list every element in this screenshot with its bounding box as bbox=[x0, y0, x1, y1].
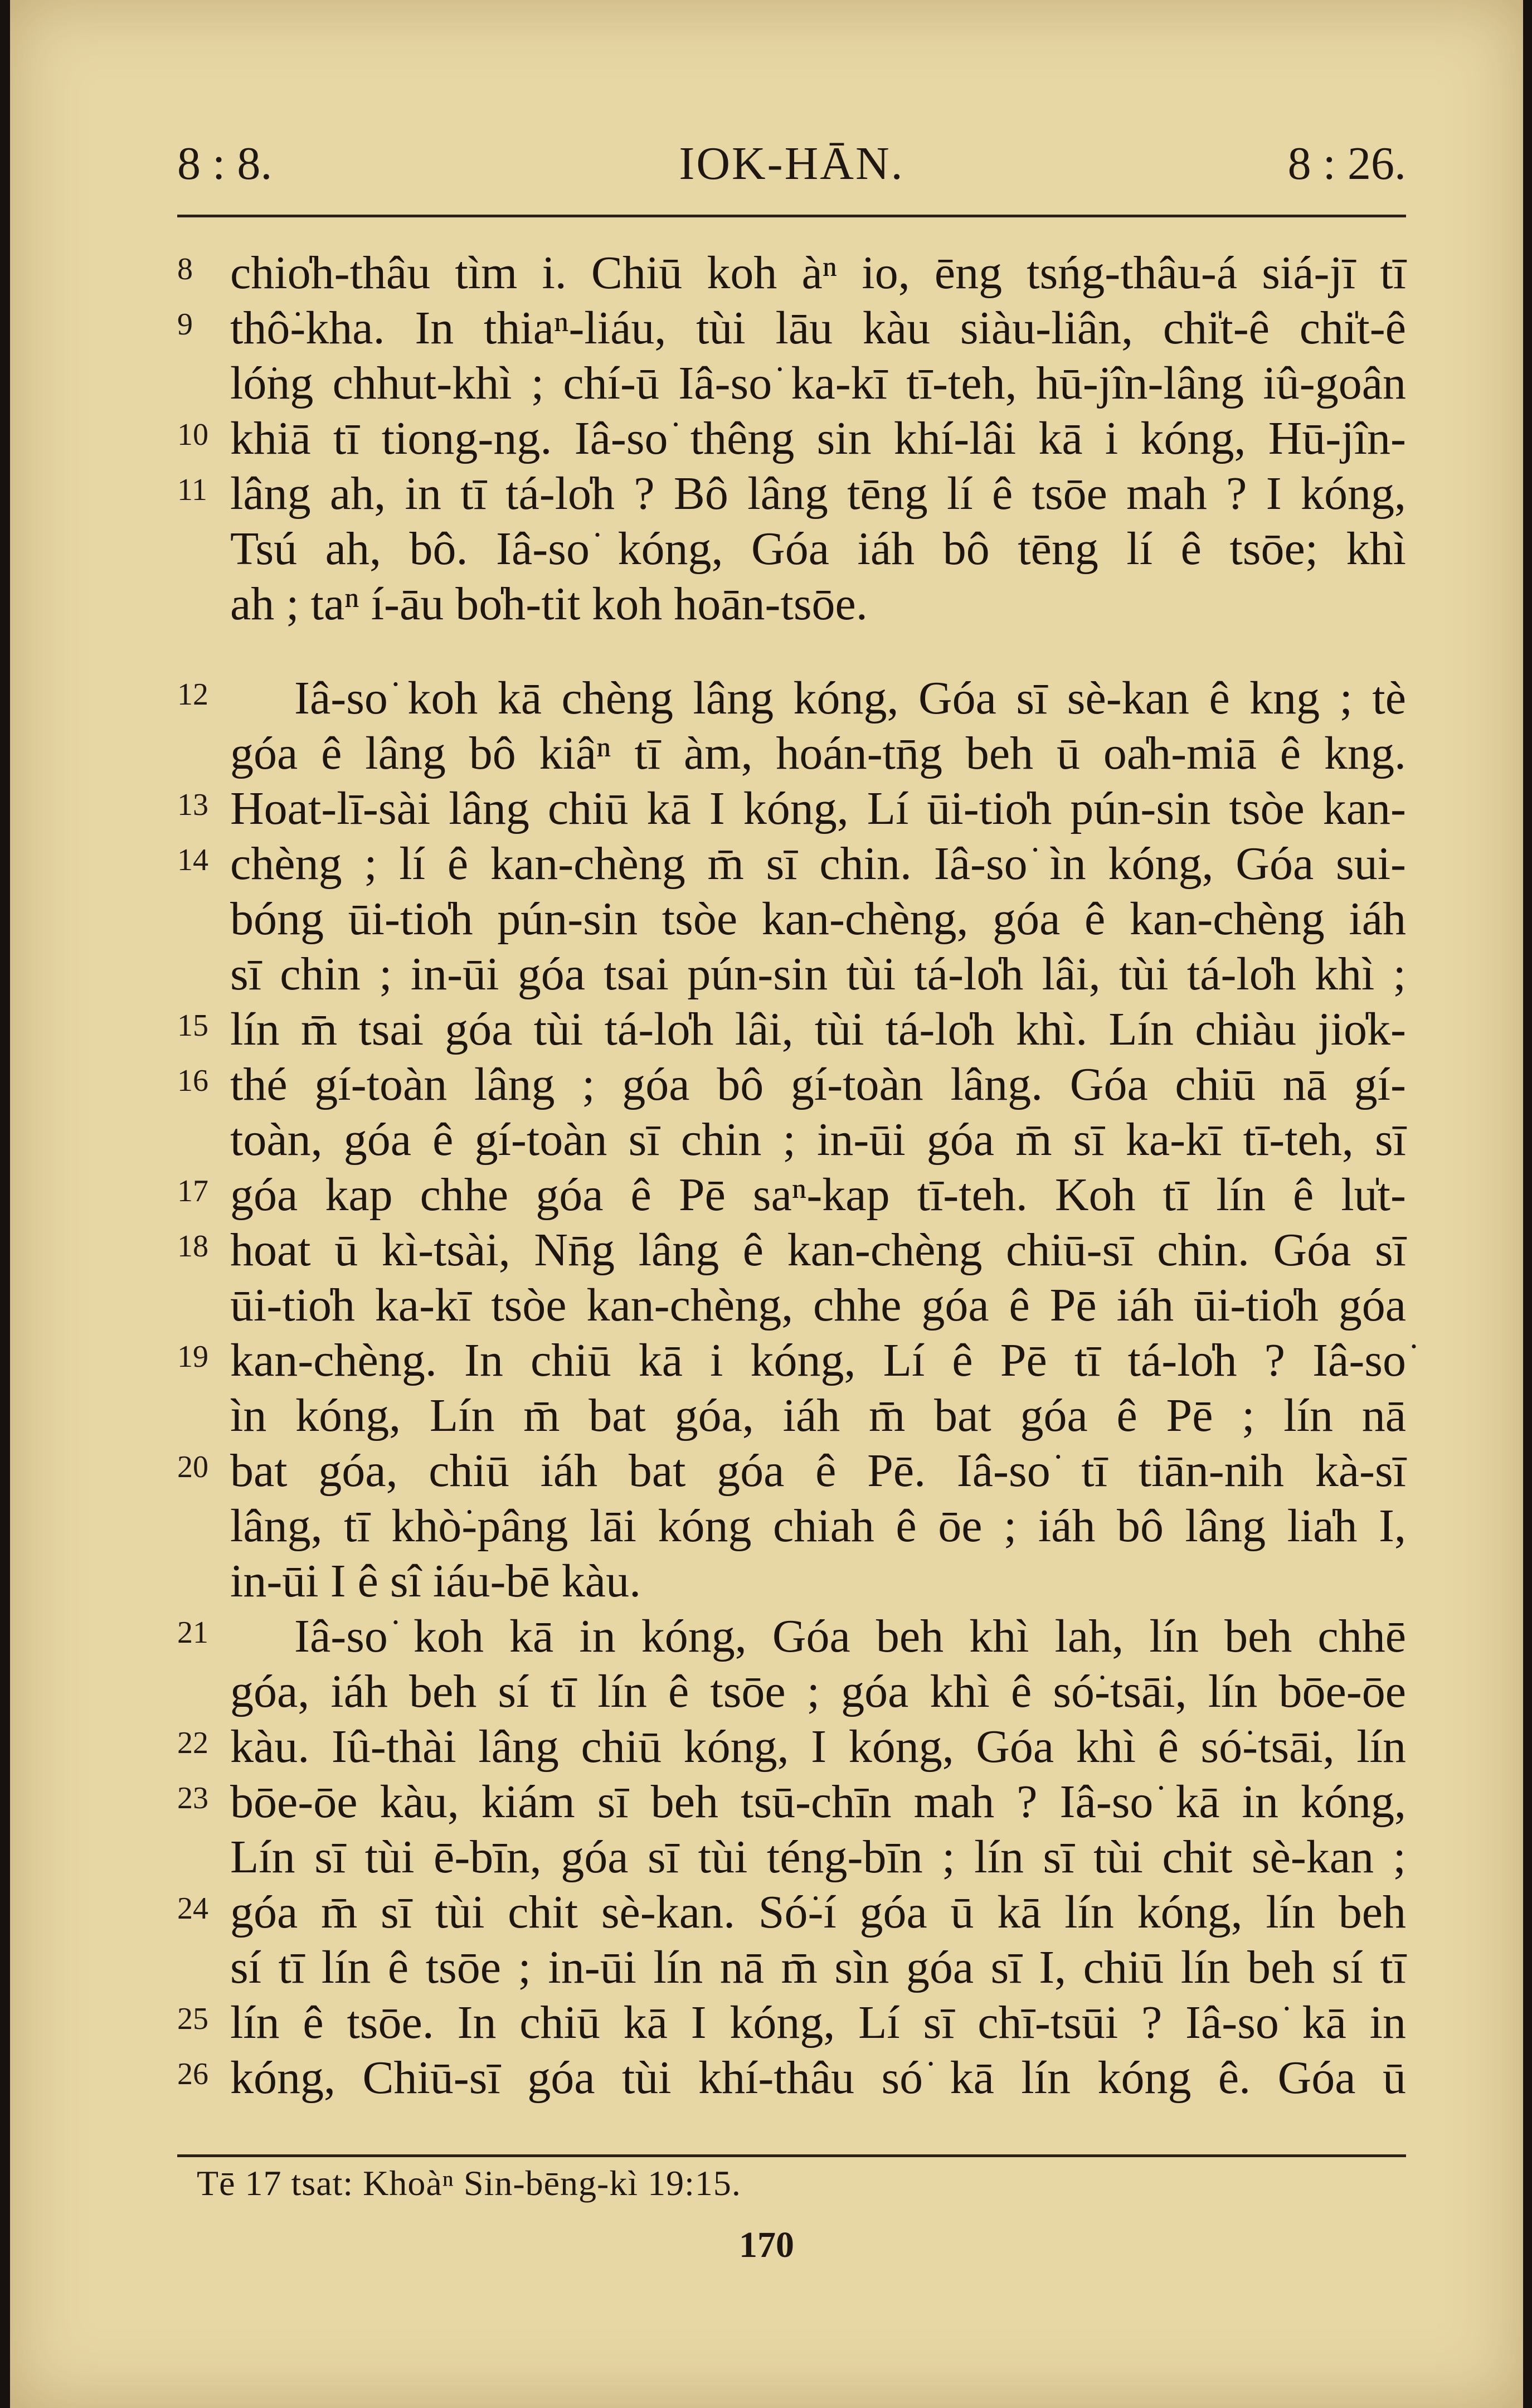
text-line bbox=[177, 1774, 1406, 1829]
text-line bbox=[177, 1443, 1406, 1498]
paragraph-gap bbox=[177, 632, 1406, 671]
text-line bbox=[177, 245, 1406, 300]
line-text: in-ūi I ê sî iáu-bē kàu. bbox=[230, 1555, 641, 1607]
line-text: chèng ; lí ê kan-chèng m̄ sī chin. Iâ-so͘ ìn kóng, Góa sui- bbox=[230, 838, 1406, 890]
verse-number: 19 bbox=[177, 1339, 208, 1374]
line-text: hoat ū kì-tsài, Nn̄g lâng ê kan-chèng chiū-sī chin. Góa sī bbox=[230, 1224, 1406, 1276]
verse-number: 11 bbox=[177, 473, 207, 507]
line-text: Iâ-so͘ koh kā in kóng, Góa beh khì lah, lín beh chhē bbox=[294, 1610, 1406, 1662]
line-text: lín ê tsōe. In chiū kā I kóng, Lí sī chī-tsūi ? Iâ-so͘ kā in bbox=[230, 1997, 1406, 2048]
line-text: góa, iáh beh sí tī lín ê tsōe ; góa khì ê só͘-tsāi, lín bōe-ōe bbox=[230, 1666, 1406, 1717]
verse-number: 22 bbox=[177, 1726, 208, 1760]
text-line bbox=[177, 1719, 1406, 1774]
text-line bbox=[177, 1940, 1406, 1995]
line-text: ìn kóng, Lín m̄ bat góa, iáh m̄ bat góa ê Pē ; lín nā bbox=[230, 1390, 1406, 1441]
text-line bbox=[177, 1498, 1406, 1553]
header-left-reference: 8 : 8. bbox=[177, 138, 273, 190]
line-text: thé gí-toàn lâng ; góa bô gí-toàn lâng. Góa chiū nā gí- bbox=[230, 1059, 1406, 1110]
verse-number: 26 bbox=[177, 2057, 208, 2091]
line-text: Lín sī tùi ē-bīn, góa sī tùi téng-bīn ; lín sī tùi chit sè-kan ; bbox=[230, 1831, 1406, 1883]
text-line bbox=[177, 836, 1406, 891]
text-line bbox=[177, 1112, 1406, 1167]
verse-number: 21 bbox=[177, 1615, 208, 1650]
text-line bbox=[177, 1388, 1406, 1443]
line-text: bat góa, chiū iáh bat góa ê Pē. Iâ-so͘ tī tiān-nih kà-sī bbox=[230, 1445, 1406, 1497]
line-text: bōe-ōe kàu, kiám sī beh tsū-chīn mah ? Iâ-so͘ kā in kóng, bbox=[230, 1776, 1406, 1828]
text-line bbox=[177, 781, 1406, 836]
verse-number: 9 bbox=[177, 307, 193, 342]
verse-number: 15 bbox=[177, 1008, 208, 1043]
verse-number: 16 bbox=[177, 1064, 208, 1098]
line-text: ló͘ng chhut-khì ; chí-ū Iâ-so͘ ka-kī tī-teh, hū-jîn-lâng iû-goân bbox=[230, 357, 1406, 409]
text-line bbox=[177, 466, 1406, 521]
line-text: lâng, tī khò͘-pâng lāi kóng chiah ê ōe ; iáh bô lâng lia̍h I, bbox=[230, 1500, 1406, 1552]
text-line bbox=[177, 1002, 1406, 1057]
text-line bbox=[177, 2050, 1406, 2105]
text-line bbox=[177, 1167, 1406, 1222]
line-text: ūi-tio̍h ka-kī tsòe kan-chèng, chhe góa ê Pē iáh ūi-tio̍h góa bbox=[230, 1279, 1406, 1331]
footnote: Tē 17 tsat: Khoàⁿ Sin-bēng-kì 19:15. bbox=[197, 2163, 741, 2203]
page-number: 170 bbox=[739, 2225, 794, 2265]
verse-number: 20 bbox=[177, 1450, 208, 1484]
line-text: Hoat-lī-sài lâng chiū kā I kóng, Lí ūi-tio̍h pún-sin tsòe kan- bbox=[230, 783, 1406, 834]
header-rule bbox=[177, 215, 1406, 217]
text-line bbox=[177, 1609, 1406, 1664]
line-text: Tsú ah, bô. Iâ-so͘ kóng, Góa iáh bô tēng lí ê tsōe; khì bbox=[230, 523, 1406, 575]
line-text: kàu. Iû-thài lâng chiū kóng, I kóng, Góa khì ê só͘-tsāi, lín bbox=[230, 1721, 1406, 1773]
text-line bbox=[177, 1278, 1406, 1333]
text-line bbox=[177, 300, 1406, 356]
footnote-rule bbox=[177, 2154, 1406, 2157]
verse-number: 10 bbox=[177, 417, 208, 452]
text-line bbox=[177, 671, 1406, 726]
verse-number: 24 bbox=[177, 1891, 208, 1926]
text-line bbox=[177, 1222, 1406, 1278]
text-line bbox=[177, 411, 1406, 466]
text-line bbox=[177, 946, 1406, 1002]
line-text: ah ; taⁿ í-āu bo̍h-tit koh hoān-tsōe. bbox=[230, 578, 868, 630]
text-line bbox=[177, 891, 1406, 946]
line-text: lâng ah, in tī tá-lo̍h ? Bô lâng tēng lí ê tsōe mah ? I kóng, bbox=[230, 468, 1406, 520]
line-text: lín m̄ tsai góa tùi tá-lo̍h lâi, tùi tá-lo̍h khì. Lín chiàu jio̍k- bbox=[230, 1003, 1406, 1055]
line-text: bóng ūi-tio̍h pún-sin tsòe kan-chèng, góa ê kan-chèng iáh bbox=[230, 893, 1406, 945]
running-header bbox=[177, 137, 1406, 198]
verse-number: 17 bbox=[177, 1174, 208, 1208]
text-line bbox=[177, 1553, 1406, 1609]
text-line bbox=[177, 1995, 1406, 2050]
verse-number: 25 bbox=[177, 2002, 208, 2036]
verse-number: 18 bbox=[177, 1229, 208, 1264]
verse-number: 8 bbox=[177, 252, 193, 287]
line-text: sī chin ; in-ūi góa tsai pún-sin tùi tá-lo̍h lâi, tùi tá-lo̍h khì ; bbox=[230, 948, 1406, 1000]
verse-number: 13 bbox=[177, 788, 208, 822]
scripture-text bbox=[177, 245, 1406, 2105]
line-text: Iâ-so͘ koh kā chèng lâng kóng, Góa sī sè-kan ê kng ; tè bbox=[294, 672, 1406, 724]
line-text: thô͘-kha. In thiaⁿ-liáu, tùi lāu kàu siàu-liân, chi̍t-ê chi̍t-ê bbox=[230, 302, 1406, 354]
line-text: góa ê lâng bô kiâⁿ tī àm, hoán-tn̄g beh ū oa̍h-miā ê kng. bbox=[230, 727, 1406, 779]
text-line bbox=[177, 1333, 1406, 1388]
line-text: khiā tī tiong-ng. Iâ-so͘ thêng sin khí-lâi kā i kóng, Hū-jîn- bbox=[230, 412, 1406, 464]
header-book-title: IOK-HĀN. bbox=[679, 138, 904, 190]
text-line bbox=[177, 726, 1406, 781]
verse-number: 12 bbox=[177, 677, 208, 712]
verse-number: 14 bbox=[177, 843, 208, 877]
line-text: sí tī lín ê tsōe ; in-ūi lín nā m̄ sìn góa sī I, chiū lín beh sí tī bbox=[230, 1941, 1406, 1993]
text-line bbox=[177, 1885, 1406, 1940]
line-text: góa kap chhe góa ê Pē saⁿ-kap tī-teh. Koh tī lín ê lu̍t- bbox=[230, 1169, 1406, 1221]
line-text: kóng, Chiū-sī góa tùi khí-thâu só͘ kā lín kóng ê. Góa ū bbox=[230, 2052, 1406, 2104]
line-text: góa m̄ sī tùi chit sè-kan. Só͘-í góa ū kā lín kóng, lín beh bbox=[230, 1886, 1406, 1938]
text-line bbox=[177, 576, 1406, 632]
line-text: chio̍h-thâu tìm i. Chiū koh àⁿ io, ēng tsńg-thâu-á siá-jī tī bbox=[230, 247, 1406, 299]
text-line bbox=[177, 1057, 1406, 1112]
text-line bbox=[177, 1664, 1406, 1719]
text-line bbox=[177, 356, 1406, 411]
text-line bbox=[177, 1829, 1406, 1885]
text-line bbox=[177, 521, 1406, 576]
line-text: kan-chèng. In chiū kā i kóng, Lí ê Pē tī tá-lo̍h ? Iâ-so͘ bbox=[230, 1334, 1406, 1386]
verse-number: 23 bbox=[177, 1781, 208, 1815]
header-right-reference: 8 : 26. bbox=[1287, 138, 1406, 190]
book-page bbox=[10, 0, 1523, 2408]
line-text: toàn, góa ê gí-toàn sī chin ; in-ūi góa m̄ sī ka-kī tī-teh, sī bbox=[230, 1114, 1406, 1166]
